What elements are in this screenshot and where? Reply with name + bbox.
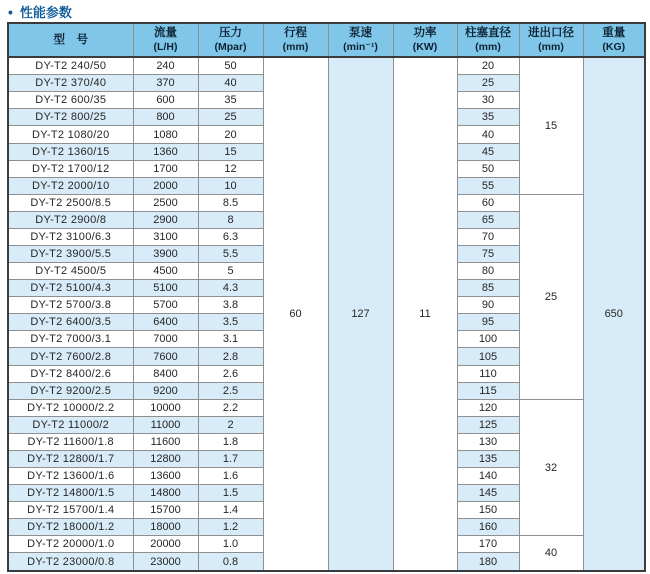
flow-cell: 1360 (133, 143, 198, 160)
model-cell: DY-T2 600/35 (8, 92, 133, 109)
flow-cell: 20000 (133, 536, 198, 553)
diameter-cell: 115 (457, 382, 519, 399)
flow-cell: 23000 (133, 553, 198, 571)
diameter-cell: 130 (457, 433, 519, 450)
flow-cell: 11600 (133, 433, 198, 450)
flow-cell: 7000 (133, 331, 198, 348)
flow-cell: 11000 (133, 416, 198, 433)
model-cell: DY-T2 11600/1.8 (8, 433, 133, 450)
model-cell: DY-T2 2900/8 (8, 211, 133, 228)
flow-cell: 370 (133, 75, 198, 92)
flow-cell: 240 (133, 57, 198, 75)
column-header: 重量 (KG) (583, 23, 645, 57)
model-cell: DY-T2 4500/5 (8, 263, 133, 280)
flow-cell: 6400 (133, 314, 198, 331)
pressure-cell: 2 (198, 416, 263, 433)
pressure-cell: 12 (198, 160, 263, 177)
diameter-cell: 160 (457, 519, 519, 536)
speed-cell: 127 (328, 57, 393, 571)
pressure-cell: 1.7 (198, 450, 263, 467)
model-cell: DY-T2 8400/2.6 (8, 365, 133, 382)
model-cell: DY-T2 10000/2.2 (8, 399, 133, 416)
diameter-cell: 110 (457, 365, 519, 382)
diameter-cell: 120 (457, 399, 519, 416)
pressure-cell: 1.2 (198, 519, 263, 536)
model-cell: DY-T2 9200/2.5 (8, 382, 133, 399)
model-cell: DY-T2 6400/3.5 (8, 314, 133, 331)
pressure-cell: 5.5 (198, 246, 263, 263)
diameter-cell: 170 (457, 536, 519, 553)
page-title (8, 2, 72, 21)
pressure-cell: 6.3 (198, 228, 263, 245)
pressure-cell: 2.5 (198, 382, 263, 399)
flow-cell: 18000 (133, 519, 198, 536)
diameter-cell: 65 (457, 211, 519, 228)
pressure-cell: 8 (198, 211, 263, 228)
model-cell: DY-T2 5100/4.3 (8, 280, 133, 297)
model-cell: DY-T2 14800/1.5 (8, 485, 133, 502)
pressure-cell: 5 (198, 263, 263, 280)
weight-cell: 650 (583, 57, 645, 571)
header-row (8, 23, 645, 57)
model-cell: DY-T2 20000/1.0 (8, 536, 133, 553)
diameter-cell: 20 (457, 57, 519, 75)
diameter-cell: 60 (457, 194, 519, 211)
flow-cell: 800 (133, 109, 198, 126)
pressure-cell: 3.1 (198, 331, 263, 348)
flow-cell: 2900 (133, 211, 198, 228)
spec-table (7, 22, 646, 572)
pressure-cell: 4.3 (198, 280, 263, 297)
pressure-cell: 40 (198, 75, 263, 92)
flow-cell: 2000 (133, 177, 198, 194)
stroke-cell: 60 (263, 57, 328, 571)
diameter-cell: 80 (457, 263, 519, 280)
column-header: 功率 (KW) (393, 23, 457, 57)
inlet-outlet-cell: 32 (519, 399, 583, 536)
flow-cell: 5700 (133, 297, 198, 314)
table-row (8, 57, 645, 75)
model-cell: DY-T2 15700/1.4 (8, 502, 133, 519)
diameter-cell: 70 (457, 228, 519, 245)
model-cell: DY-T2 23000/0.8 (8, 553, 133, 571)
flow-cell: 7600 (133, 348, 198, 365)
model-cell: DY-T2 370/40 (8, 75, 133, 92)
pressure-cell: 50 (198, 57, 263, 75)
page-title-text: 性能参数 (19, 5, 72, 20)
pressure-cell: 8.5 (198, 194, 263, 211)
column-header: 柱塞直径 (mm) (457, 23, 519, 57)
inlet-outlet-cell: 40 (519, 536, 583, 571)
pressure-cell: 2.6 (198, 365, 263, 382)
flow-cell: 12800 (133, 450, 198, 467)
pressure-cell: 1.6 (198, 468, 263, 485)
power-cell: 11 (393, 57, 457, 571)
column-header: 行程 (mm) (263, 23, 328, 57)
flow-cell: 2500 (133, 194, 198, 211)
pressure-cell: 2.2 (198, 399, 263, 416)
pressure-cell: 15 (198, 143, 263, 160)
model-cell: DY-T2 1360/15 (8, 143, 133, 160)
diameter-cell: 85 (457, 280, 519, 297)
model-cell: DY-T2 13600/1.6 (8, 468, 133, 485)
model-cell: DY-T2 11000/2 (8, 416, 133, 433)
bullet-marker: • (8, 3, 13, 20)
flow-cell: 14800 (133, 485, 198, 502)
pressure-cell: 0.8 (198, 553, 263, 571)
flow-cell: 13600 (133, 468, 198, 485)
pressure-cell: 1.4 (198, 502, 263, 519)
inlet-outlet-cell: 15 (519, 57, 583, 194)
flow-cell: 15700 (133, 502, 198, 519)
model-cell: DY-T2 3100/6.3 (8, 228, 133, 245)
model-cell: DY-T2 7000/3.1 (8, 331, 133, 348)
diameter-cell: 30 (457, 92, 519, 109)
diameter-cell: 125 (457, 416, 519, 433)
column-header: 泵速 (min⁻¹) (328, 23, 393, 57)
model-cell: DY-T2 12800/1.7 (8, 450, 133, 467)
diameter-cell: 105 (457, 348, 519, 365)
diameter-cell: 180 (457, 553, 519, 571)
diameter-cell: 55 (457, 177, 519, 194)
column-header: 压力 (Mpar) (198, 23, 263, 57)
inlet-outlet-cell: 25 (519, 194, 583, 399)
flow-cell: 3900 (133, 246, 198, 263)
pressure-cell: 35 (198, 92, 263, 109)
flow-cell: 8400 (133, 365, 198, 382)
diameter-cell: 40 (457, 126, 519, 143)
diameter-cell: 75 (457, 246, 519, 263)
model-cell: DY-T2 7600/2.8 (8, 348, 133, 365)
spec-table-body (8, 57, 645, 571)
flow-cell: 600 (133, 92, 198, 109)
pressure-cell: 20 (198, 126, 263, 143)
diameter-cell: 90 (457, 297, 519, 314)
diameter-cell: 100 (457, 331, 519, 348)
flow-cell: 4500 (133, 263, 198, 280)
model-cell: DY-T2 2000/10 (8, 177, 133, 194)
model-cell: DY-T2 240/50 (8, 57, 133, 75)
pressure-cell: 10 (198, 177, 263, 194)
diameter-cell: 145 (457, 485, 519, 502)
column-header: 流量 (L/H) (133, 23, 198, 57)
flow-cell: 3100 (133, 228, 198, 245)
flow-cell: 1080 (133, 126, 198, 143)
diameter-cell: 35 (457, 109, 519, 126)
pressure-cell: 1.5 (198, 485, 263, 502)
pressure-cell: 3.5 (198, 314, 263, 331)
diameter-cell: 135 (457, 450, 519, 467)
diameter-cell: 95 (457, 314, 519, 331)
model-cell: DY-T2 1080/20 (8, 126, 133, 143)
column-header: 进出口径 (mm) (519, 23, 583, 57)
flow-cell: 5100 (133, 280, 198, 297)
model-cell: DY-T2 18000/1.2 (8, 519, 133, 536)
flow-cell: 9200 (133, 382, 198, 399)
flow-cell: 1700 (133, 160, 198, 177)
diameter-cell: 50 (457, 160, 519, 177)
pressure-cell: 3.8 (198, 297, 263, 314)
model-cell: DY-T2 3900/5.5 (8, 246, 133, 263)
model-cell: DY-T2 2500/8.5 (8, 194, 133, 211)
diameter-cell: 45 (457, 143, 519, 160)
column-header: 型 号 (8, 23, 133, 57)
diameter-cell: 140 (457, 468, 519, 485)
pressure-cell: 2.8 (198, 348, 263, 365)
model-cell: DY-T2 5700/3.8 (8, 297, 133, 314)
diameter-cell: 150 (457, 502, 519, 519)
diameter-cell: 25 (457, 75, 519, 92)
pressure-cell: 25 (198, 109, 263, 126)
pressure-cell: 1.8 (198, 433, 263, 450)
model-cell: DY-T2 800/25 (8, 109, 133, 126)
flow-cell: 10000 (133, 399, 198, 416)
model-cell: DY-T2 1700/12 (8, 160, 133, 177)
pressure-cell: 1.0 (198, 536, 263, 553)
